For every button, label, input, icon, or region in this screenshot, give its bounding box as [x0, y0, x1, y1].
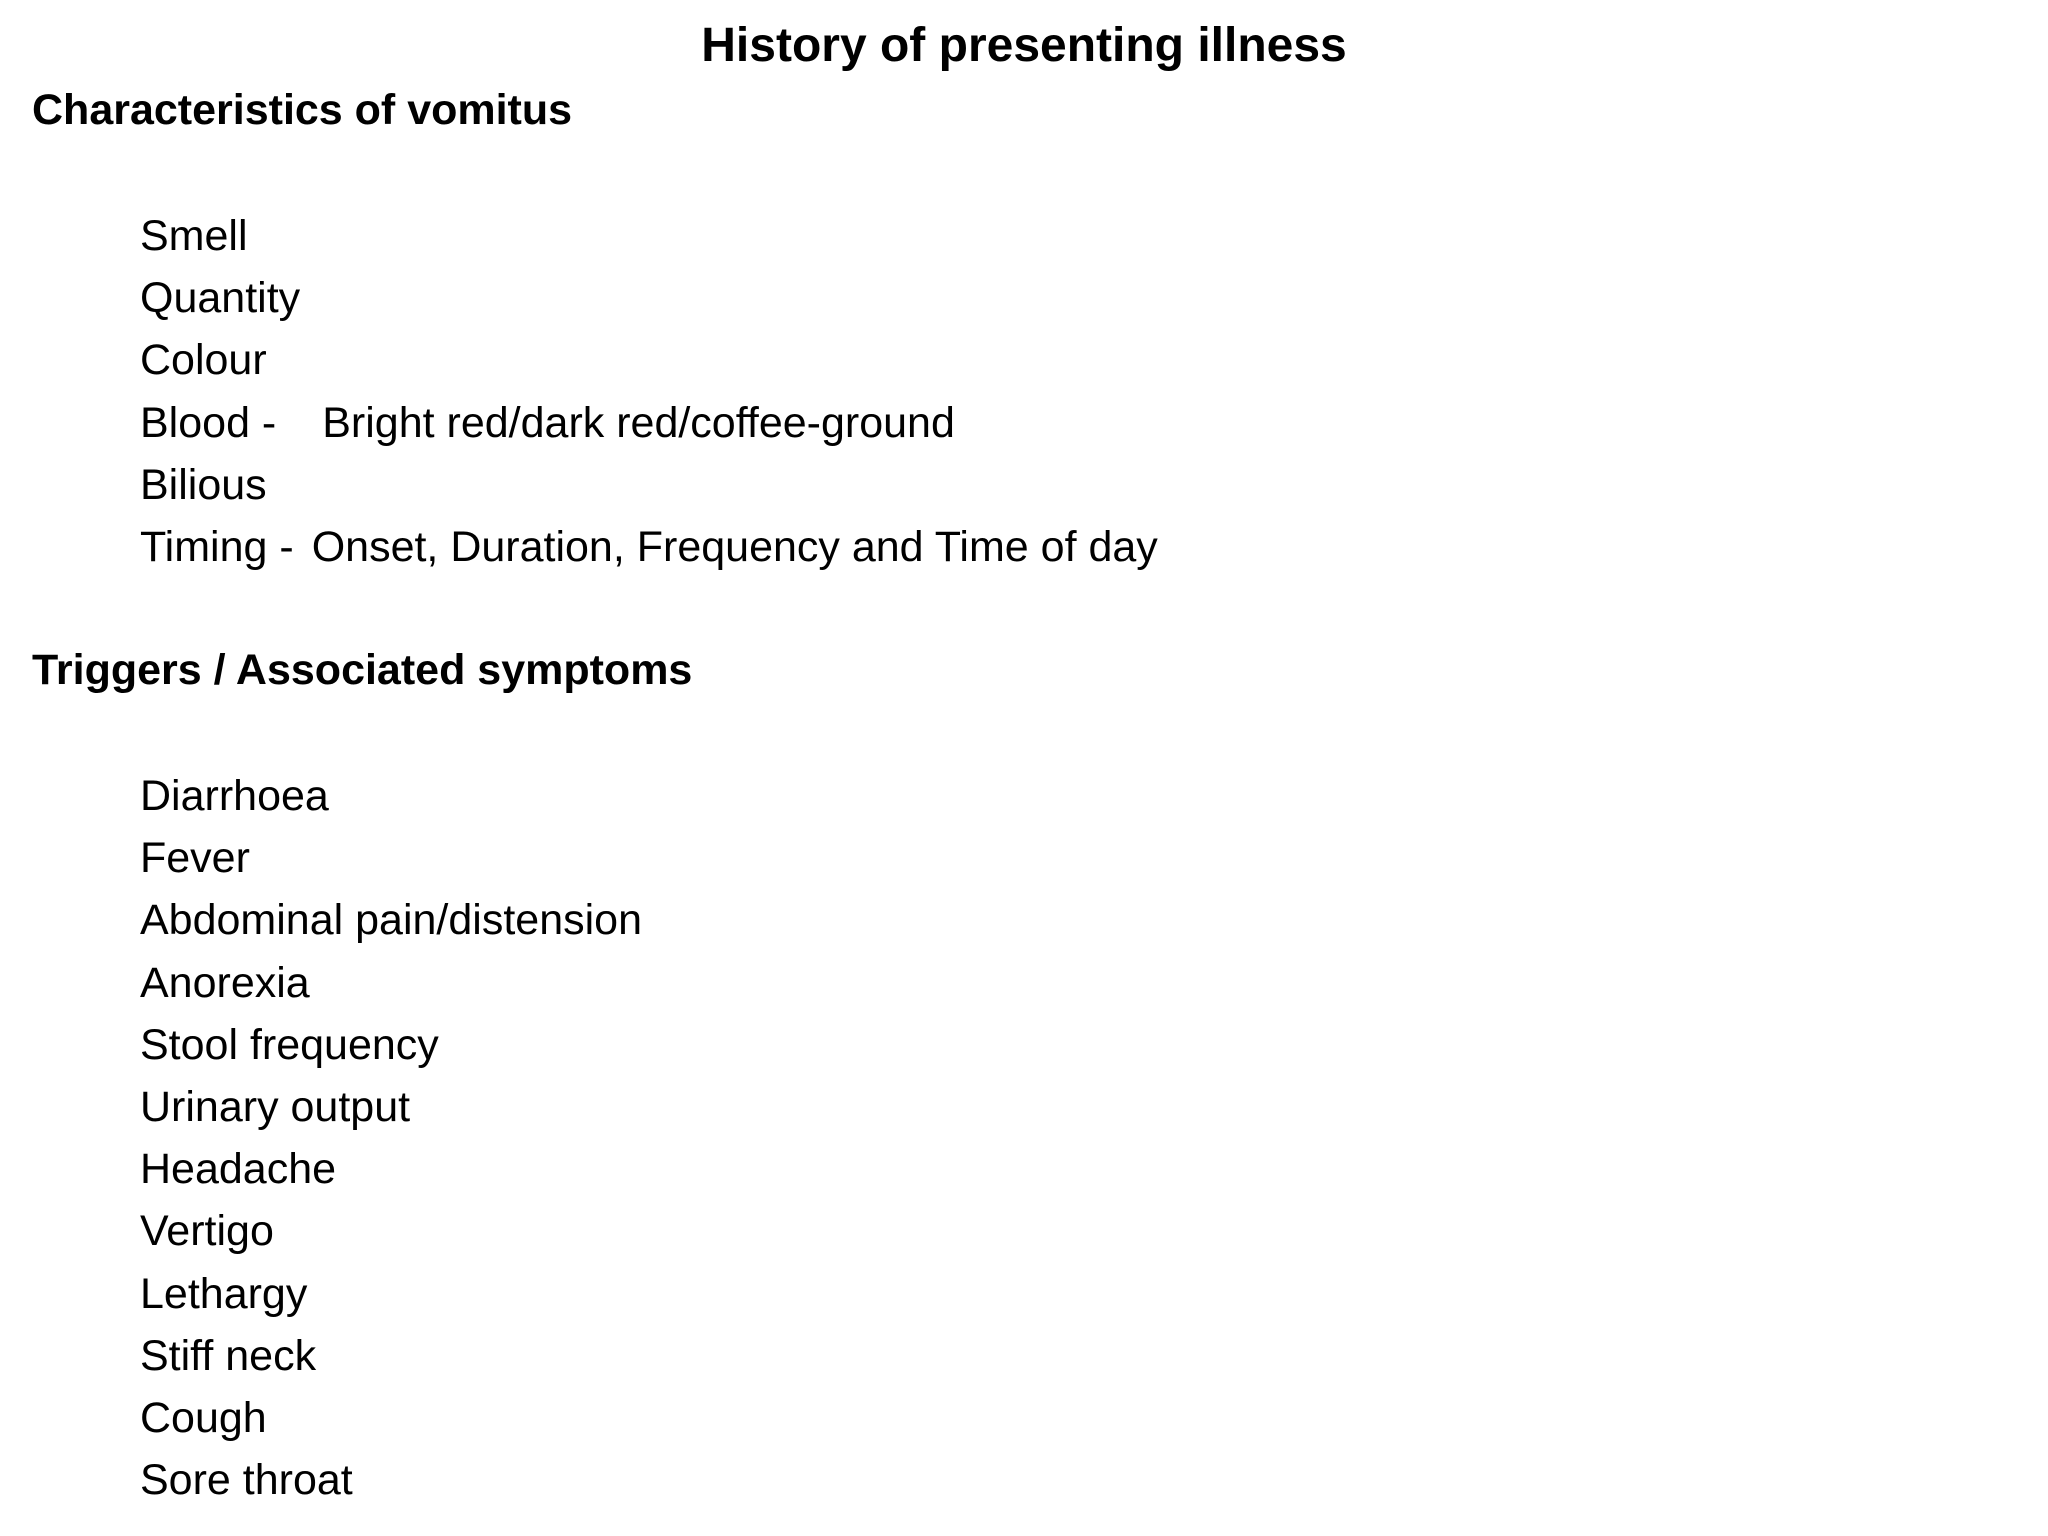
list-item: Stool frequency: [140, 1020, 439, 1069]
list-item: [140, 454, 1158, 516]
list-item: [140, 329, 1158, 391]
item-term: Bilious: [140, 460, 267, 509]
item-term: Smell: [140, 212, 248, 260]
triggers-list: [140, 765, 642, 1511]
list-item: Urinary output: [140, 1082, 411, 1131]
list-item: [140, 392, 1158, 454]
item-term: Quantity: [140, 274, 301, 323]
characteristics-list: [140, 205, 1158, 578]
list-item: Diarrhoea: [140, 772, 329, 820]
list-item: Fever: [140, 834, 250, 883]
triggers-heading: Triggers / Associated symptoms: [32, 646, 693, 694]
list-item: [140, 267, 1158, 329]
item-term: Colour: [140, 336, 267, 385]
item-detail: Bright red/dark red/coffee-ground: [322, 398, 955, 447]
list-item: Sore throat: [140, 1456, 353, 1505]
list-item: Cough: [140, 1393, 267, 1442]
list-item: Vertigo: [140, 1207, 274, 1256]
list-item: Headache: [140, 1145, 337, 1194]
list-item: Anorexia: [140, 958, 310, 1007]
list-item: Abdominal pain/distension: [140, 896, 642, 945]
list-item: [140, 516, 1158, 578]
item-term: Blood -: [140, 398, 277, 447]
list-item: Stiff neck: [140, 1331, 317, 1380]
item-detail: Onset, Duration, Frequency and Time of day: [311, 522, 1158, 571]
list-item: [140, 205, 1158, 267]
slide-title: History of presenting illness: [701, 19, 1347, 72]
item-term: Timing -: [140, 522, 294, 571]
list-item: Lethargy: [140, 1269, 308, 1318]
characteristics-heading: Characteristics of vomitus: [32, 86, 573, 134]
